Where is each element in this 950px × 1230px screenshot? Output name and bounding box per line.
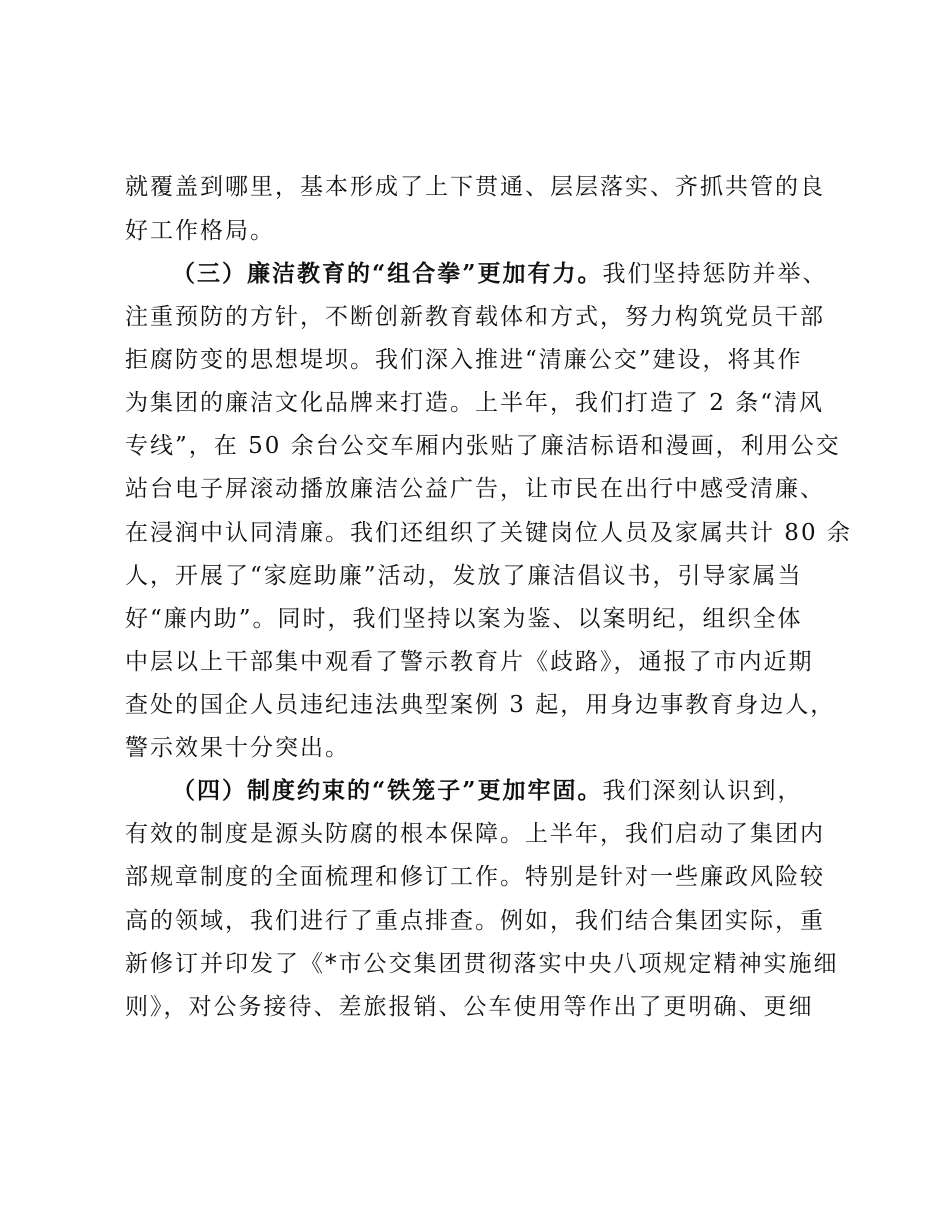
body-text-segment: 中层以上干部集中观看了警示教育片《歧路》，通报了市内近期 xyxy=(125,649,814,675)
text-line xyxy=(125,862,825,892)
body-text-segment: 就覆盖到哪里，基本形成了上下贯通、层层落实、齐抓共管的良 xyxy=(125,174,825,200)
text-line xyxy=(172,259,827,289)
section-heading: （四）制度约束的“铁笼子”更加牢固。 xyxy=(172,777,603,804)
text-line xyxy=(125,345,803,375)
text-line xyxy=(125,561,803,591)
body-text-segment: 警示效果十分突出。 xyxy=(125,735,350,761)
body-text-segment: 注重预防的方针，不断创新教育载体和方式，努力构筑党员干部 xyxy=(125,304,825,330)
body-text-segment: 好“廉内助”。同时，我们坚持以案为鉴、以案明纪，组织全体 xyxy=(125,606,803,632)
text-line xyxy=(125,992,814,1022)
body-text-segment: 则》，对公务接待、差旅报销、公车使用等作出了更明确、更细 xyxy=(125,994,814,1020)
body-text-segment: 好工作格局。 xyxy=(125,218,275,244)
body-text-segment: 人，开展了“家庭助廉”活动，发放了廉洁倡议书，引导家属当 xyxy=(125,563,803,589)
text-line xyxy=(125,302,825,332)
text-line xyxy=(125,949,839,979)
body-text-segment: 我们坚持惩防并举、 xyxy=(602,261,828,287)
text-line xyxy=(125,216,275,246)
body-text-segment: 拒腐防变的思想堤坝。我们深入推进“清廉公交”建设，将其作 xyxy=(125,347,803,373)
text-line xyxy=(125,388,824,418)
text-line xyxy=(125,474,825,504)
body-text-segment: 新修订并印发了《*市公交集团贯彻落实中央八项规定精神实施细 xyxy=(125,951,839,977)
text-line xyxy=(125,906,825,936)
body-text-segment: 站台电子屏滚动播放廉洁公益广告，让市民在出行中感受清廉、 xyxy=(125,476,825,502)
body-text-segment: 专线”，在 50 余台公交车厢内张贴了廉洁标语和漫画，利用公交 xyxy=(125,433,841,459)
text-line xyxy=(125,518,852,548)
text-line xyxy=(125,172,825,202)
text-line xyxy=(125,819,825,849)
text-line xyxy=(125,733,350,763)
body-text-segment: 在浸润中认同清廉。我们还组织了关键岗位人员及家属共计 80 余 xyxy=(125,520,852,546)
text-line xyxy=(125,431,841,461)
text-line xyxy=(172,776,802,806)
text-line xyxy=(125,690,835,720)
body-text-segment: 为集团的廉洁文化品牌来打造。上半年，我们打造了 2 条“清风 xyxy=(125,390,825,416)
body-text-segment: 部规章制度的全面梳理和修订工作。特别是针对一些廉政风险较 xyxy=(125,864,825,890)
text-line xyxy=(125,647,814,677)
body-text-segment: 高的领域，我们进行了重点排查。例如，我们结合集团实际，重 xyxy=(125,908,825,934)
body-text-segment: 我们深刻认识到， xyxy=(602,778,803,804)
body-text-segment: 查处的国企人员违纪违法典型案例 3 起，用身边事教育身边人， xyxy=(125,692,836,718)
text-line xyxy=(125,604,803,634)
body-text-segment: 有效的制度是源头防腐的根本保障。上半年，我们启动了集团内 xyxy=(125,821,825,847)
section-heading: （三）廉洁教育的“组合拳”更加有力。 xyxy=(172,260,603,287)
